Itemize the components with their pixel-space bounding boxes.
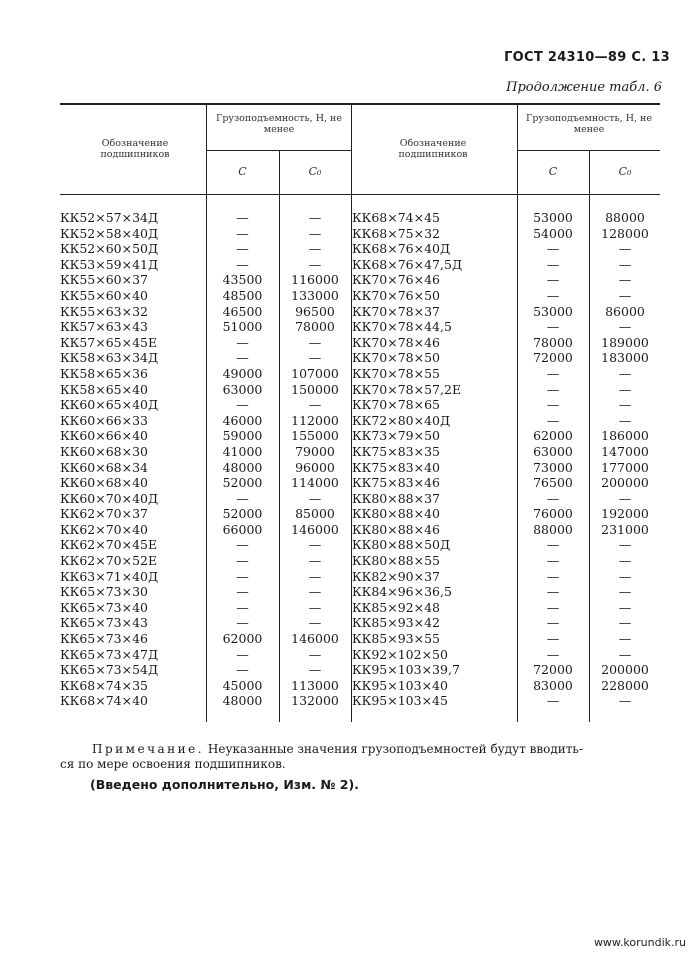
capacity-c0-value: 200000	[601, 475, 649, 491]
capacity-c0-value: 189000	[601, 334, 649, 350]
capacity-c0-value: —	[308, 350, 322, 366]
capacity-c0-value: —	[618, 256, 632, 272]
bearing-designation: КК75×83×35	[352, 443, 441, 459]
capacity-c-value: —	[236, 646, 249, 662]
capacity-c-value: 46000	[222, 412, 263, 428]
capacity-c-value: 43500	[222, 272, 263, 288]
capacity-c0-value: —	[308, 568, 322, 584]
capacity-c0-value: —	[618, 568, 632, 584]
bearing-designation: КК75×83×40	[352, 459, 441, 475]
capacity-c-value: —	[236, 210, 249, 225]
left-c-column	[206, 210, 279, 709]
capacity-c0-value: —	[618, 397, 632, 413]
bearing-designation: КК68×76×47,5Д	[352, 256, 463, 272]
capacity-c-value: —	[546, 287, 560, 303]
capacity-c-value: 62000	[222, 631, 263, 647]
bearing-designation: КК70×78×65	[352, 397, 441, 413]
capacity-c0-value: —	[618, 365, 632, 381]
bearing-designation: КК65×73×30	[60, 584, 149, 600]
capacity-c-value: —	[546, 599, 560, 615]
header-c0-right: C₀	[618, 165, 632, 178]
capacity-c-value: —	[546, 631, 560, 647]
capacity-c-value: 48000	[222, 459, 263, 475]
capacity-c-value: —	[236, 615, 249, 631]
capacity-c0-value: —	[618, 241, 632, 257]
bearing-designation: КК82×90×37	[352, 568, 441, 584]
capacity-c0-value: —	[618, 646, 632, 662]
capacity-c-value: —	[236, 350, 249, 366]
bearing-designation: КК58×65×36	[60, 365, 149, 381]
capacity-c-value: —	[546, 553, 560, 569]
bearing-designation: КК57×63×43	[60, 319, 149, 335]
capacity-c0-value: —	[618, 584, 632, 600]
capacity-c-value: 76500	[533, 475, 573, 491]
capacity-c0-value: —	[618, 412, 632, 428]
header-designation-right: Обозначение подшипников	[398, 138, 468, 160]
capacity-c0-value: —	[308, 553, 322, 569]
capacity-c0-value: —	[308, 615, 322, 631]
capacity-c0-value: 147000	[601, 443, 649, 459]
header-designation-left: Обозначение подшипников	[100, 138, 170, 160]
capacity-c-value: —	[236, 225, 249, 241]
capacity-c-value: —	[236, 241, 249, 257]
bearing-designation: КК68×75×32	[352, 225, 441, 241]
capacity-c-value: 51000	[222, 319, 263, 335]
capacity-c0-value: —	[308, 334, 322, 350]
capacity-c-value: —	[236, 584, 249, 600]
capacity-c0-value: 192000	[601, 506, 649, 522]
capacity-c-value: 41000	[222, 443, 263, 459]
capacity-c0-value: —	[618, 693, 632, 709]
bearing-designation: КК70×78×37	[352, 303, 441, 319]
capacity-c0-value: —	[308, 537, 322, 553]
table-continuation-label: Продолжение табл. 6	[506, 80, 662, 95]
capacity-c0-value: 133000	[291, 287, 339, 303]
capacity-c0-value: —	[308, 210, 322, 225]
bearing-designation: КК62×70×52Е	[60, 553, 158, 569]
bearing-designation: КК55×60×37	[60, 272, 149, 288]
bearing-designation: КК70×76×46	[352, 272, 441, 288]
capacity-c-value: —	[236, 334, 249, 350]
capacity-c0-value: 114000	[291, 475, 339, 491]
capacity-c-value: 49000	[222, 365, 263, 381]
capacity-c0-value: —	[308, 225, 322, 241]
capacity-c-value: —	[546, 646, 560, 662]
bearing-designation: КК55×63×32	[60, 303, 149, 319]
capacity-c-value: —	[546, 584, 560, 600]
note-label: Примечание.	[92, 742, 205, 756]
bearing-designation: КК60×68×40	[60, 475, 149, 491]
capacity-c-value: —	[236, 599, 249, 615]
capacity-c-value: 72000	[533, 350, 573, 366]
note-text-line1: Неуказанные значения грузоподъемностей будут вводить-	[207, 742, 583, 756]
bearing-designation: КК85×92×48	[352, 599, 441, 615]
bearing-designation: КК58×65×40	[60, 381, 149, 397]
bearing-designation: КК62×70×45Е	[60, 537, 158, 553]
capacity-c0-value: 200000	[601, 662, 649, 678]
bearing-designation: КК57×65×45Е	[60, 334, 158, 350]
capacity-c0-value: 88000	[605, 210, 645, 225]
capacity-c0-value: —	[618, 615, 632, 631]
bearing-designation: КК70×78×46	[352, 334, 441, 350]
capacity-c0-value: —	[618, 381, 632, 397]
capacity-c0-value: 183000	[601, 350, 649, 366]
capacity-c0-value: 107000	[291, 365, 339, 381]
capacity-c0-value: —	[618, 553, 632, 569]
capacity-c-value: 76000	[533, 506, 573, 522]
capacity-c0-value: —	[618, 272, 632, 288]
capacity-c-value: —	[546, 615, 560, 631]
right-c0-column	[589, 210, 661, 709]
bearing-designation: КК55×60×40	[60, 287, 149, 303]
header-c-left: C	[238, 165, 247, 178]
capacity-c0-value: 85000	[295, 506, 335, 522]
page-header-standard: ГОСТ 24310—89 С. 13	[504, 50, 670, 65]
bearing-designation: КК63×71×40Д	[60, 568, 159, 584]
bearing-designation: КК68×74×45	[352, 210, 441, 225]
capacity-c-value: —	[236, 537, 249, 553]
capacity-c0-value: —	[308, 662, 322, 678]
capacity-c-value: 73000	[533, 459, 573, 475]
capacity-c0-value: —	[618, 599, 632, 615]
bearing-designation: КК65×73×54Д	[60, 662, 159, 678]
capacity-c0-value: 146000	[291, 631, 339, 647]
capacity-c-value: 66000	[222, 521, 263, 537]
bearing-designation: КК95×103×39,7	[352, 662, 460, 678]
bearing-designation: КК80×88×50Д	[352, 537, 451, 553]
bearing-designation: КК85×93×42	[352, 615, 441, 631]
bearing-designation: КК65×73×47Д	[60, 646, 159, 662]
header-bottom-rule	[60, 194, 660, 195]
capacity-c-value: 59000	[222, 428, 263, 444]
capacity-c-value: —	[236, 568, 249, 584]
capacity-c0-value: —	[308, 646, 322, 662]
capacity-c-value: —	[546, 568, 560, 584]
bearing-designation: КК52×60×50Д	[60, 241, 159, 257]
bearing-designation: КК80×88×55	[352, 553, 441, 569]
table-top-rule	[60, 103, 660, 105]
capacity-c-value: —	[546, 412, 560, 428]
bearing-designation: КК70×78×55	[352, 365, 441, 381]
capacity-c-value: 72000	[533, 662, 573, 678]
left-designation-column	[60, 210, 205, 709]
capacity-c-value: 52000	[222, 475, 263, 491]
capacity-c0-value: —	[308, 490, 322, 506]
capacity-c-value: 48500	[222, 287, 263, 303]
capacity-c-value: —	[546, 241, 560, 257]
bearing-designation: КК60×66×40	[60, 428, 149, 444]
bearing-designation: КК95×103×40	[352, 677, 448, 693]
capacity-c-value: 78000	[533, 334, 573, 350]
bearing-designation: КК70×76×50	[352, 287, 441, 303]
capacity-c0-value: 113000	[291, 677, 339, 693]
capacity-c-value: —	[236, 553, 249, 569]
bearing-designation: КК92×102×50	[352, 646, 448, 662]
left-c0-column	[279, 210, 351, 709]
bearing-designation: КК65×73×43	[60, 615, 149, 631]
bearing-designation: КК68×74×35	[60, 677, 149, 693]
capacity-c-value: —	[546, 365, 560, 381]
header-c0-left: C₀	[308, 165, 322, 178]
capacity-c0-value: 78000	[295, 319, 335, 335]
capacity-c0-value: 150000	[291, 381, 339, 397]
right-c-column	[517, 210, 589, 709]
amendment-note: (Введено дополнительно, Изм. № 2).	[90, 777, 359, 792]
capacity-c-value: 54000	[533, 225, 573, 241]
capacity-c0-value: —	[618, 537, 632, 553]
capacity-c-value: 53000	[533, 210, 573, 225]
capacity-c-value: —	[546, 693, 560, 709]
bearing-designation: КК65×73×46	[60, 631, 149, 647]
capacity-c0-value: —	[618, 490, 632, 506]
capacity-c-value: 45000	[222, 677, 263, 693]
capacity-c0-value: 186000	[601, 428, 649, 444]
capacity-c-value: —	[546, 490, 560, 506]
capacity-c0-value: 146000	[291, 521, 339, 537]
bearing-designation: КК70×78×44,5	[352, 319, 452, 335]
bearing-designation: КК70×78×50	[352, 350, 441, 366]
capacity-c0-value: 96500	[295, 303, 335, 319]
bearing-designation: КК70×78×57,2Е	[352, 381, 462, 397]
capacity-c-value: 62000	[533, 428, 573, 444]
bearing-designation: КК60×68×34	[60, 459, 149, 475]
capacity-c-value: —	[546, 272, 560, 288]
capacity-c-value: —	[546, 381, 560, 397]
bearing-designation: КК73×79×50	[352, 428, 441, 444]
capacity-c0-value: 155000	[291, 428, 339, 444]
bearing-designation: КК80×88×37	[352, 490, 441, 506]
capacity-c-value: —	[236, 662, 249, 678]
capacity-c0-value: —	[618, 631, 632, 647]
capacity-c-value: —	[546, 256, 560, 272]
bearing-designation: КК75×83×46	[352, 475, 441, 491]
bearing-designation: КК52×58×40Д	[60, 225, 159, 241]
capacity-c0-value: 177000	[601, 459, 649, 475]
capacity-c0-value: 128000	[601, 225, 649, 241]
capacity-c0-value: 96000	[295, 459, 335, 475]
bearing-designation: КК65×73×40	[60, 599, 149, 615]
capacity-c-value: —	[236, 490, 249, 506]
bearing-designation: КК53×59×41Д	[60, 256, 159, 272]
capacity-c-value: 53000	[533, 303, 573, 319]
bearing-designation: КК68×74×40	[60, 693, 149, 709]
bearing-designation: КК58×63×34Д	[60, 350, 159, 366]
note-text-line2: ся по мере освоения подшипников.	[60, 757, 286, 771]
capacity-c-value: —	[546, 397, 560, 413]
bearing-designation: КК60×68×30	[60, 443, 149, 459]
bearing-designation: КК62×70×37	[60, 506, 149, 522]
bearing-designation: КК80×88×40	[352, 506, 441, 522]
bearing-designation: КК85×93×55	[352, 631, 441, 647]
capacity-c-value: 46500	[222, 303, 263, 319]
capacity-c0-value: —	[618, 319, 632, 335]
capacity-c0-value: 132000	[291, 693, 339, 709]
header-capacity-left: Грузоподъемность, Н, не менее	[216, 113, 342, 135]
capacity-c0-value: —	[308, 584, 322, 600]
header-c-right: C	[548, 165, 558, 178]
table-note	[92, 742, 662, 757]
capacity-c-value: —	[236, 256, 249, 272]
capacity-c0-value: 86000	[605, 303, 645, 319]
capacity-c-value: —	[546, 319, 560, 335]
bearing-designation: КК60×66×33	[60, 412, 149, 428]
capacity-c-value: 48000	[222, 693, 263, 709]
capacity-c0-value: —	[308, 241, 322, 257]
capacity-c0-value: —	[618, 287, 632, 303]
capacity-c-value: 63000	[222, 381, 263, 397]
capacity-c0-value: 79000	[295, 443, 335, 459]
bearing-designation: КК68×76×40Д	[352, 241, 451, 257]
bearing-designation: КК60×70×40Д	[60, 490, 159, 506]
capacity-c-value: 88000	[533, 521, 573, 537]
header-capacity-right: Грузоподъемность, Н, не менее	[526, 113, 652, 135]
bearing-designation: КК60×65×40Д	[60, 397, 159, 413]
capacity-c0-value: 231000	[601, 521, 649, 537]
bearing-designation: КК72×80×40Д	[352, 412, 451, 428]
capacity-c-value: —	[546, 537, 560, 553]
bearing-designation: КК95×103×45	[352, 693, 448, 709]
right-designation-column	[352, 210, 517, 709]
bearing-designation: КК80×88×46	[352, 521, 441, 537]
capacity-c0-value: —	[308, 256, 322, 272]
bearing-designation: КК62×70×40	[60, 521, 149, 537]
capacity-c0-value: 116000	[291, 272, 339, 288]
capacity-c0-value: 228000	[601, 677, 649, 693]
capacity-c-value: 63000	[533, 443, 573, 459]
capacity-c0-value: —	[308, 599, 322, 615]
capacity-c-value: —	[236, 397, 249, 413]
bearing-designation: КК52×57×34Д	[60, 210, 159, 225]
capacity-c-value: 52000	[222, 506, 263, 522]
website-watermark: www.korundik.ru	[593, 936, 686, 949]
bearing-designation: КК84×96×36,5	[352, 584, 452, 600]
capacity-c0-value: —	[308, 397, 322, 413]
capacity-c0-value: 112000	[291, 412, 339, 428]
capacity-c-value: 83000	[533, 677, 573, 693]
